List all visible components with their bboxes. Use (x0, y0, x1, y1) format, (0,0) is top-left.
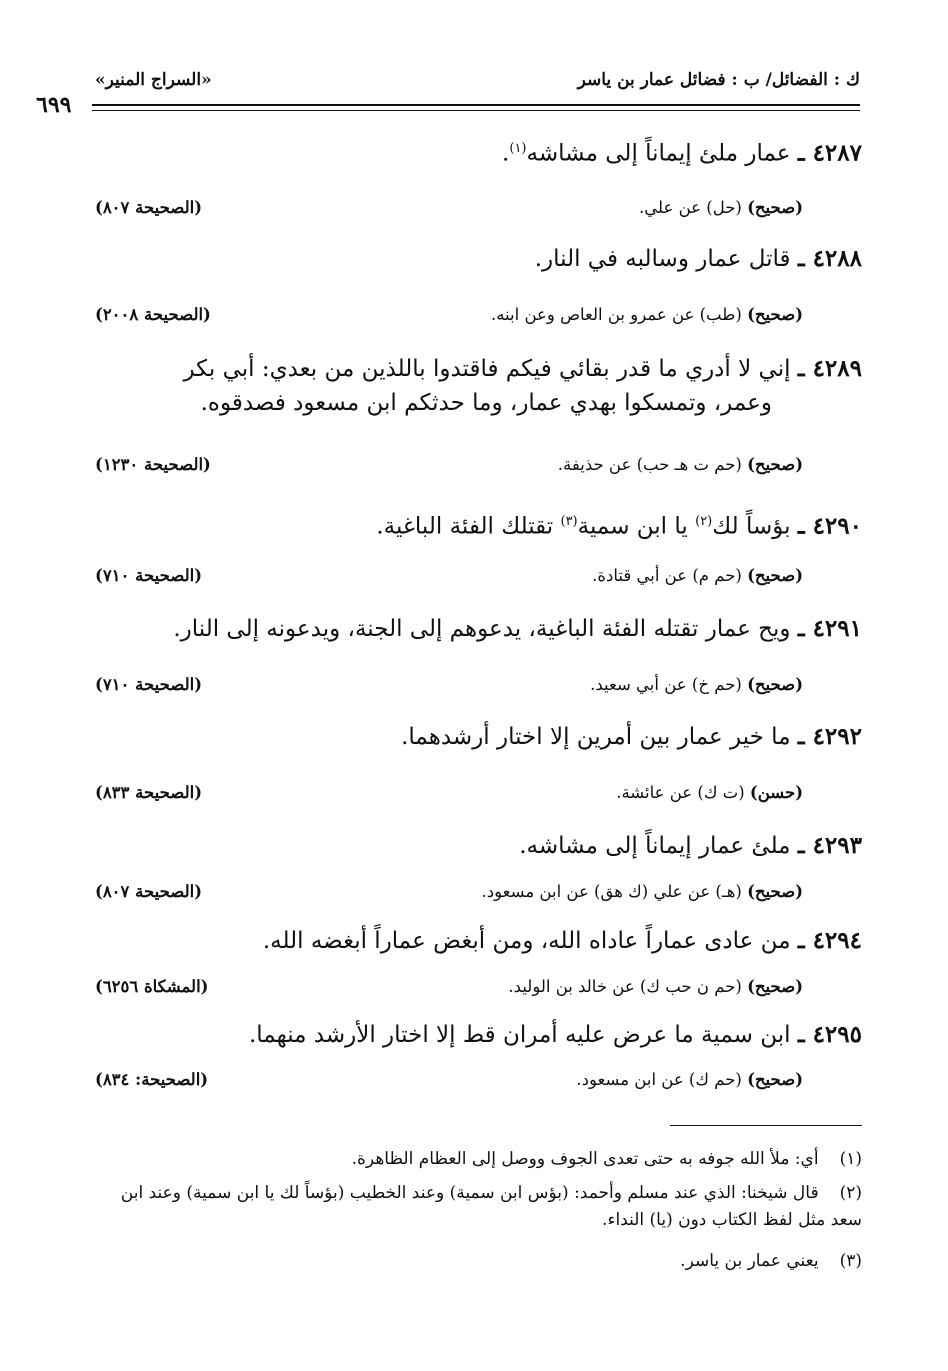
footnote-number: (٢) (839, 1183, 862, 1203)
source-text: (حم ت هـ حب) عن حذيفة. (557, 455, 742, 474)
hadith-text: عمار ملئ إيماناً إلى مشاشه (526, 140, 791, 167)
grade-label: (صحيح) (747, 305, 803, 324)
hadith-text: يا ابن سمية (577, 513, 688, 540)
source-text: (حم ك) عن ابن مسعود. (576, 1070, 742, 1089)
grade-label: (صحيح) (747, 882, 803, 901)
footnote-text: يعني عمار بن ياسر. (680, 1251, 819, 1271)
source-text: (حم ن حب ك) عن خالد بن الوليد. (508, 977, 742, 996)
reference-4291: (الصحيحة ٧١٠) (95, 675, 203, 694)
hadith-number: ٤٢٨٨ ـ (797, 245, 862, 272)
footnote-marker: (١) (509, 141, 527, 156)
grade-label: (صحيح) (747, 566, 803, 585)
reference-4289: (الصحيحة ١٢٣٠) (95, 455, 211, 474)
grade-label: (صحيح) (747, 977, 803, 996)
footnote-text: أي: ملأ الله جوفه به حتى تعدى الجوف ووصل إلى العظام الظاهرة. (351, 1149, 819, 1169)
hadith-text: ما خير عمار بين أمرين إلا اختار أرشدهما. (401, 724, 791, 750)
hadith-text: تقتلك الفئة الباغية. (376, 513, 554, 540)
grade-label: (صحيح) (747, 1070, 803, 1089)
grade-label: (صحيح) (747, 198, 803, 217)
hadith-4287 (502, 132, 862, 171)
reference-4294: (المشكاة ٦٢٥٦) (95, 977, 209, 996)
footnote-number: (٣) (839, 1251, 862, 1271)
footnote-1 (87, 1146, 862, 1173)
chapter-heading: ك : الفضائل/ ب : فضائل عمار بن ياسر (577, 70, 860, 90)
source-text: (حل) عن علي. (639, 198, 742, 217)
hadith-number: ٤٢٨٩ ـ (797, 355, 862, 382)
grading-4293 (482, 882, 803, 901)
reference-4287: (الصحيحة ٨٠٧) (95, 198, 203, 217)
hadith-number: ٤٢٩٣ ـ (797, 832, 862, 859)
footnote-3 (87, 1248, 862, 1275)
hadith-text: ابن سمية ما عرض عليه أمران قط إلا اختار الأرشد منهما. (248, 1022, 791, 1048)
source-text: (ت ك) عن عائشة. (616, 783, 745, 802)
grading-4290 (592, 566, 803, 585)
source-text: (حم م) عن أبي قتادة. (592, 566, 742, 585)
hadith-number: ٤٢٩٢ ـ (797, 723, 862, 750)
reference-4295: (الصحيحة: ٨٣٤) (95, 1070, 209, 1089)
grading-4294 (508, 977, 803, 996)
hadith-text-continued: وعمر، وتمسكوا بهدي عمار، وما حدثكم ابن مسعود فصدقوه. (200, 390, 772, 416)
grading-4291 (590, 675, 803, 694)
hadith-4289 (87, 352, 862, 420)
page-number: ٦٩٩ (36, 92, 72, 118)
reference-4292: (الصحيحة ٨٣٣) (95, 783, 203, 802)
footnote-2 (87, 1180, 862, 1234)
hadith-4294 (263, 924, 862, 958)
hadith-number: ٤٢٩٠ ـ (797, 512, 862, 540)
hadith-text: إني لا أدري ما قدر بقائي فيكم فاقتدوا باللذين من بعدي: أبي بكر (183, 356, 791, 382)
hadith-text: من عادى عماراً عاداه الله، ومن أبغض عماراً أبغضه الله. (262, 928, 791, 954)
footnote-marker: (٢) (695, 514, 713, 529)
footnote-text: قال شيخنا: الذي عند مسلم وأحمد: (بؤس ابن سمية) وعند الخطيب (بؤساً لك يا ابن سمية) وعند ابن سعد مثل لفظ الكتاب دون (يا) النداء. (120, 1183, 862, 1230)
hadith-4293 (519, 829, 862, 863)
grade-label: (صحيح) (747, 455, 803, 474)
hadith-text: بؤساً لك (712, 513, 791, 540)
header-rule-thin (92, 110, 860, 111)
hadith-text: ملئ عمار إيماناً إلى مشاشه. (519, 833, 791, 859)
grading-4288 (491, 305, 803, 324)
hadith-number: ٤٢٩٤ ـ (797, 927, 862, 954)
hadith-4288 (535, 242, 862, 276)
footnote-marker: (٣) (560, 514, 578, 529)
hadith-4295 (249, 1018, 862, 1052)
hadith-number: ٤٢٩٥ ـ (797, 1021, 862, 1048)
hadith-4291 (173, 612, 862, 646)
hadith-number: ٤٢٩١ ـ (797, 615, 862, 642)
source-text: (حم خ) عن أبي سعيد. (590, 675, 742, 694)
header-rule (92, 104, 860, 106)
grade-label: (حسن) (749, 783, 803, 802)
grading-4292 (616, 783, 803, 802)
hadith-text: قاتل عمار وسالبه في النار. (534, 246, 791, 272)
book-title: «السراج المنير» (95, 70, 212, 90)
reference-4288: (الصحيحة ٢٠٠٨) (95, 305, 211, 324)
footnote-number: (١) (839, 1149, 862, 1169)
reference-4290: (الصحيحة ٧١٠) (95, 566, 203, 585)
footnote-rule (670, 1125, 862, 1126)
grading-4289 (558, 455, 803, 474)
hadith-4292 (401, 720, 862, 754)
grading-4295 (576, 1070, 803, 1089)
hadith-4290 (376, 505, 862, 544)
hadith-text-end: . (502, 140, 510, 167)
hadith-text: ويح عمار تقتله الفئة الباغية، يدعوهم إلى الجنة، ويدعونه إلى النار. (173, 616, 791, 642)
hadith-number: ٤٢٨٧ ـ (797, 139, 862, 167)
source-text: (طب) عن عمرو بن العاص وعن ابنه. (490, 305, 742, 324)
reference-4293: (الصحيحة ٨٠٧) (95, 882, 203, 901)
grading-4287 (639, 198, 803, 217)
source-text: (هـ) عن علي (ك هق) عن ابن مسعود. (481, 882, 742, 901)
grade-label: (صحيح) (747, 675, 803, 694)
